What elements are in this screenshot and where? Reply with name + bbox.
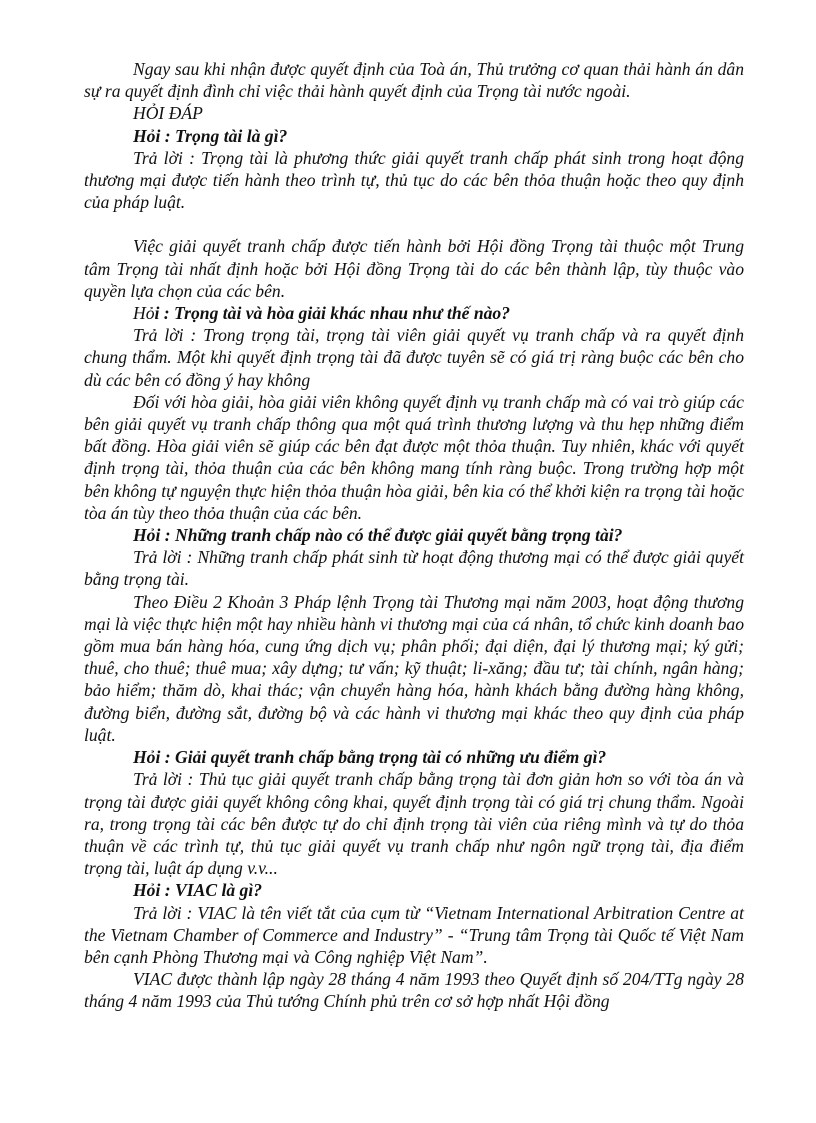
question: Hỏi : VIAC là gì? bbox=[133, 880, 263, 901]
paragraph: Ngay sau khi nhận được quyết định của Toà án, Thủ trưởng cơ quan thải hành án dân sự ra quyết định đình chỉ việc thải hành quyết định của Trọng tài nước ngoài. bbox=[84, 59, 744, 102]
answer-paragraph: Trả lời : Những tranh chấp phát sinh từ hoạt động thương mại có thể được giải quyết bằng trọng tài. bbox=[84, 547, 744, 590]
question-text: i : Trọng tài và hòa giải khác nhau như thế nào? bbox=[154, 303, 510, 324]
paragraph: VIAC được thành lập ngày 28 tháng 4 năm 1993 theo Quyết định số 204/TTg ngày 28 tháng 4 năm 1993 của Thủ tướng Chính phủ trên cơ sở hợp nhất Hội đồng bbox=[84, 969, 744, 1012]
question-lead: Hỏ bbox=[133, 303, 155, 324]
answer-paragraph: Trả lời : Trong trọng tài, trọng tài viên giải quyết vụ tranh chấp và ra quyết định chung thẩm. Một khi quyết định trọng tài đã được tuyên sẽ có giá trị ràng buộc các bên cho dù các bên có đồng ý hay không bbox=[84, 325, 744, 390]
question: Hỏi : Giải quyết tranh chấp bằng trọng tài có những ưu điểm gì? bbox=[133, 747, 607, 768]
paragraph: Theo Điều 2 Khoản 3 Pháp lệnh Trọng tài Thương mại năm 2003, hoạt động thương mại là việc thực hiện một hay nhiều hành vi thương mại của cá nhân, tổ chức kinh doanh bao gồm mua bán hàng hóa, cung ứng dịch vụ; phân phối; đại diện, đại lý thương mại; ký gửi; thuê, cho thuê; thuê mua; xây dựng; tư vấn; kỹ thuật; li-xăng; đầu tư; tài chính, ngân hàng; bảo hiểm; thăm dò, khai thác; vận chuyển hàng hóa, hành khách bằng đường hàng không, đường biển, đường sắt, đường bộ và các hành vi thương mại khác theo quy định của pháp luật. bbox=[84, 591, 744, 745]
question bbox=[84, 302, 744, 324]
paragraph: Việc giải quyết tranh chấp được tiến hành bởi Hội đồng Trọng tài thuộc một Trung tâm Trọng tài nhất định hoặc bởi Hội đồng Trọng tài do các bên thành lập, tùy thuộc vào quyền lựa chọn của các bên. bbox=[84, 236, 744, 301]
question: Hỏi : Những tranh chấp nào có thể được giải quyết bằng trọng tài? bbox=[133, 525, 623, 546]
answer-paragraph: Trả lời : Thủ tục giải quyết tranh chấp bằng trọng tài đơn giản hơn so với tòa án và trọng tài được giải quyết không công khai, quyết định trọng tài có giá trị chung thẩm. Ngoài ra, trong trọng tài các bên được tự do chỉ định trọng tài viên của riêng mình và tự do thỏa thuận về các trình tự, thủ tục giải quyết vụ tranh chấp như ngôn ngữ trọng tài, địa điểm trọng tài, luật áp dụng v.v... bbox=[84, 769, 744, 879]
answer-paragraph: Trả lời : VIAC là tên viết tắt của cụm từ “Vietnam International Arbitration Centre at the Vietnam Chamber of Commerce and Industry” - “Trung tâm Trọng tài Quốc tế Việt Nam bên cạnh Phòng Thương mại và Công nghiệp Việt Nam”. bbox=[84, 902, 744, 967]
answer-paragraph: Trả lời : Trọng tài là phương thức giải quyết tranh chấp phát sinh trong hoạt động thương mại được tiến hành theo trình tự, thủ tục do các bên thỏa thuận hoặc theo quy định của pháp luật. bbox=[84, 147, 744, 213]
paragraph: Đối với hòa giải, hòa giải viên không quyết định vụ tranh chấp mà có vai trò giúp các bên giải quyết vụ tranh chấp thông qua một quá trình thương lượng và thu hẹp những điểm bất đồng. Hòa giải viên sẽ giúp các bên đạt được một thỏa thuận. Tuy nhiên, khác với quyết định trọng tài, thỏa thuận của các bên không mang tính ràng buộc. Trong trường hợp một bên không tự nguyện thực hiện thỏa thuận hòa giải, bên kia có thể khởi kiện ra trọng tài hoặc tòa án tùy theo thỏa thuận của các bên. bbox=[84, 391, 744, 523]
section-heading: HỎI ĐÁP bbox=[133, 103, 203, 124]
question: Hỏi : Trọng tài là gì? bbox=[133, 125, 288, 146]
